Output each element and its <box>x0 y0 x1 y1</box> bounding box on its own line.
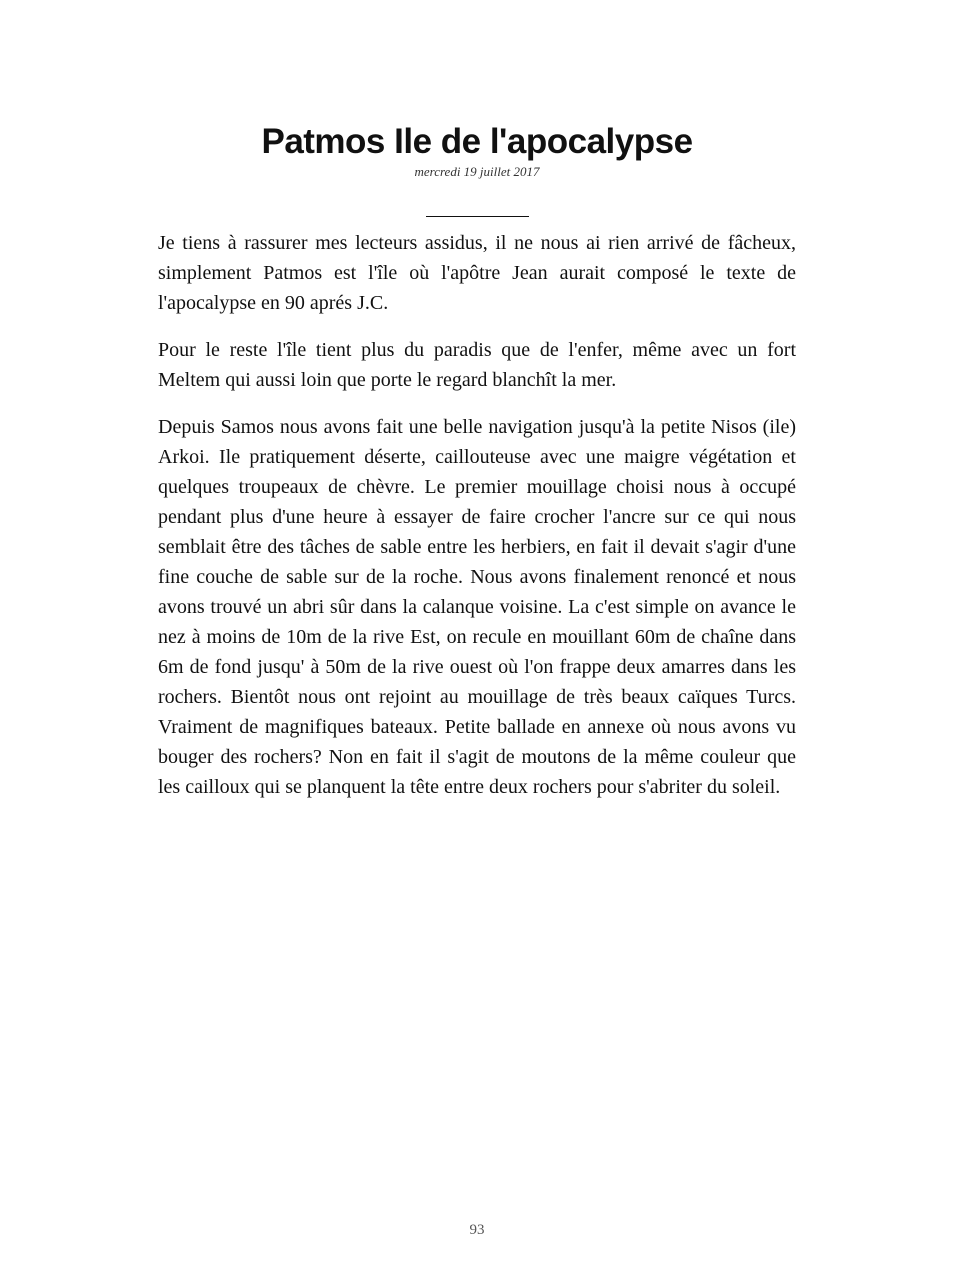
page-number: 93 <box>469 1222 485 1238</box>
paragraph: Depuis Samos nous avons fait une belle navigation jusqu'à la petite Nisos (ile) Arkoi. Ile pratiquement déserte, caillouteuse avec une maigre végétation et quelques troupeaux de chèvre. Le premier mouillage choisi nous à occupé pendant plus d'une heure à essayer de faire crocher l'ancre sur ce qui nous semblait être des tâches de sable entre les herbiers, en fait il devait s'agir d'une fine couche de sable sur de la roche. Nous avons finalement renoncé et nous avons trouvé un abri sûr dans la calanque voisine. La c'est simple on avance le nez à moins de 10m de la rive Est, on recule en mouillant 60m de chaîne dans 6m de fond jusqu' à 50m de la rive ouest où l'on frappe deux amarres dans les rochers. Bientôt nous ont rejoint au mouillage de très beaux caïques Turcs. Vraiment de magnifiques bateaux. Petite ballade en annexe où nous avons vu bouger des rochers? Non en fait il s'agit de moutons de la même couleur que les cailloux qui se planquent la tête entre deux rochers pour s'abriter du soleil. <box>158 416 796 798</box>
paragraph: Je tiens à rassurer mes lecteurs assidus, il ne nous ai rien arrivé de fâcheux, simplement Patmos est l'île où l'apôtre Jean aurait composé le texte de l'apocalypse en 90 aprés J.C. <box>158 232 796 314</box>
paragraph: Pour le reste l'île tient plus du paradis que de l'enfer, même avec un fort Meltem qui aussi loin que porte le regard blanchît la mer. <box>158 339 796 391</box>
article-body <box>158 228 796 819</box>
title-separator <box>426 216 529 217</box>
page-title: Patmos Ile de l'apocalypse <box>261 122 693 161</box>
post-date: mercredi 19 juillet 2017 <box>414 164 540 179</box>
